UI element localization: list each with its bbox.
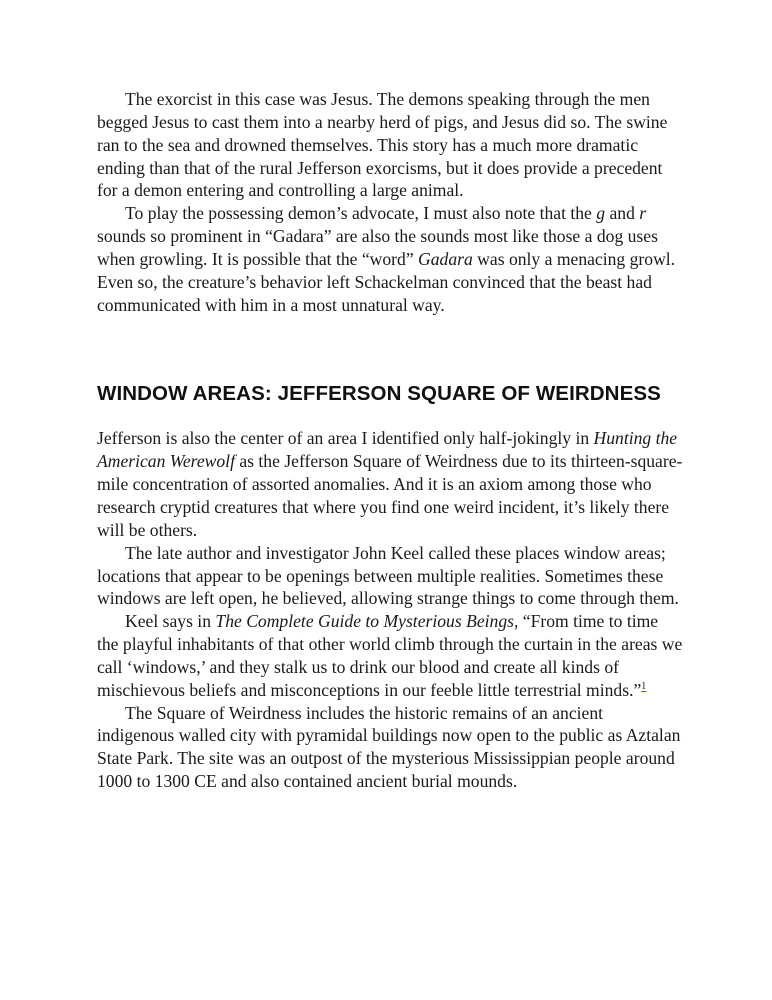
italic-text: Gadara	[418, 248, 473, 269]
italic-text: The Complete Guide to Mysterious Beings	[215, 611, 514, 632]
footnote-marker	[641, 681, 646, 692]
section-spacer	[97, 316, 683, 381]
section-heading: WINDOW AREAS: JEFFERSON SQUARE OF WEIRDNESS	[97, 382, 661, 406]
text-run: and	[605, 203, 640, 224]
italic-text: r	[639, 203, 647, 224]
paragraph	[97, 542, 683, 611]
text-run: The late author and investigator John Keel called these places window areas; locations that appear to be openings between multiple realities. Sometimes these windows are left open, he believed, allowing strange things to come through them.	[97, 542, 679, 609]
text-run: as the Jefferson Square of Weirdness due to its thirteen-square-mile concentration of assorted anomalies. And it is an axiom among those who research cryptid creatures that where you find one weird incident, it’s likely there will be others.	[97, 451, 683, 540]
body-text-top	[97, 88, 683, 316]
paragraph	[97, 427, 683, 541]
book-page	[97, 88, 683, 793]
paragraph	[97, 610, 683, 701]
footnote-link[interactable]: 1	[641, 680, 647, 692]
text-run: Keel says in	[125, 611, 216, 632]
text-run: sounds so prominent in “Gadara” are also the sounds most like those a dog uses when growling. It is possible that the “word”	[97, 226, 658, 269]
italic-text: g	[596, 203, 606, 224]
paragraph	[97, 88, 683, 202]
text-run: , “From time to time the playful inhabitants of that other world climb through the curtain in the areas we call ‘windows,’ and they stalk us to drink our blood and create all kinds of mischievous beliefs and misconceptions in our feeble little terrestrial minds.”	[97, 611, 683, 700]
text-run: Jefferson is also the center of an area I identified only half-jokingly in	[97, 428, 594, 449]
text-run: The Square of Weirdness includes the historic remains of an ancient indigenous walled city with pyramidal buildings now open to the public as Aztalan State Park. The site was an outpost of the mysterious Mississippian people around 1000 to 1300 CE and also contained ancient burial mounds.	[97, 702, 681, 792]
italic-text: Hunting the American Werewolf	[97, 428, 678, 472]
paragraph	[97, 202, 683, 316]
body-text-bottom	[97, 427, 683, 793]
text-run: To play the possessing demon’s advocate, I must also note that the	[125, 203, 597, 224]
paragraph	[97, 702, 683, 793]
text-run: The exorcist in this case was Jesus. The demons speaking through the men begged Jesus to cast them into a nearby herd of pigs, and Jesus did so. The swine ran to the sea and drowned themselves. This story has a much more dramatic ending than that of the rural Jefferson exorcisms, but it does provide a precedent for a demon entering and controlling a large animal.	[97, 89, 668, 201]
text-run: was only a menacing growl. Even so, the creature’s behavior left Schackelman convinced that the beast had communicated with him in a most unnatural way.	[97, 248, 676, 315]
